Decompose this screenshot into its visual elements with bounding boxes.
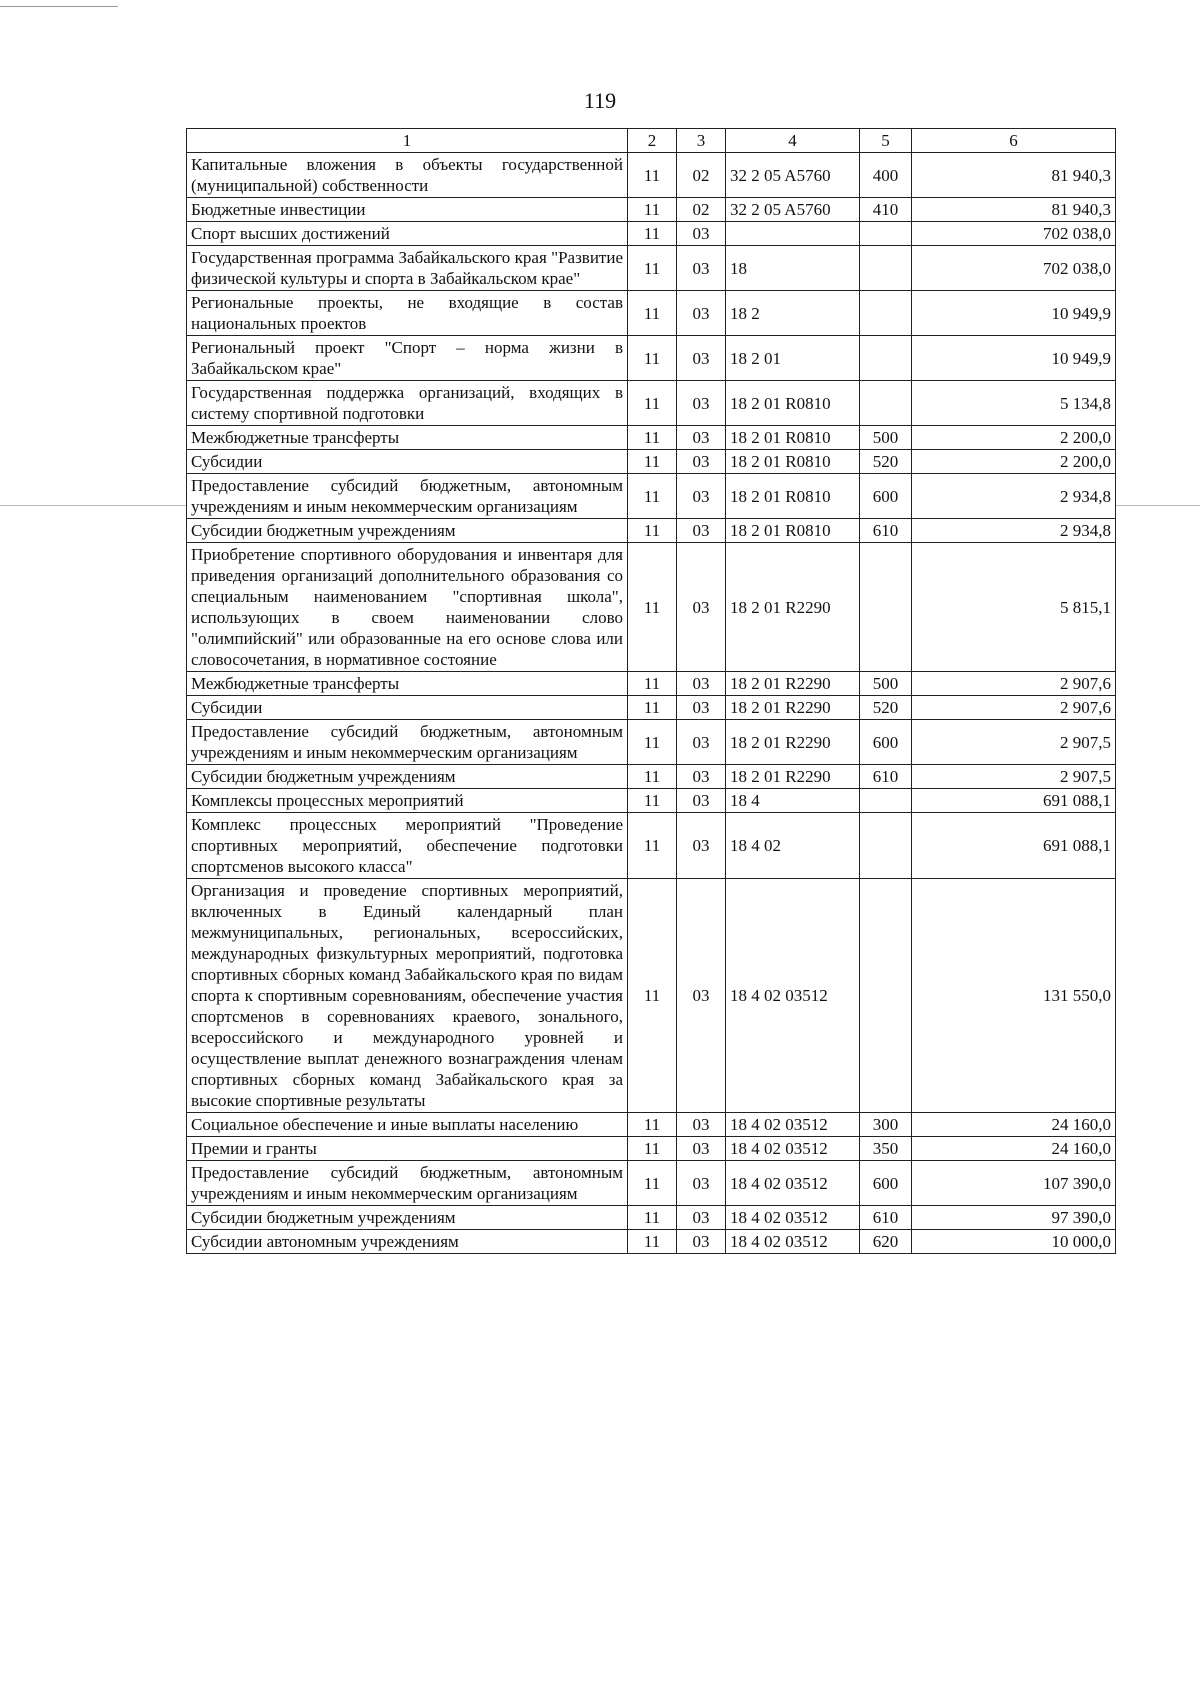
row-name-cell: Региональный проект "Спорт – норма жизни в Забайкальском крае" xyxy=(187,336,628,381)
subsection-code-cell: 03 xyxy=(677,720,726,765)
section-code-cell: 11 xyxy=(628,474,677,519)
scan-artifact-line xyxy=(1115,505,1200,506)
amount-cell: 691 088,1 xyxy=(912,789,1116,813)
table-row xyxy=(187,291,1116,336)
target-article-cell: 18 2 01 R2290 xyxy=(726,672,860,696)
expense-type-cell xyxy=(860,813,912,879)
expense-type-cell xyxy=(860,543,912,672)
row-name-cell: Субсидии бюджетным учреждениям xyxy=(187,765,628,789)
amount-cell: 10 949,9 xyxy=(912,291,1116,336)
expense-type-cell: 410 xyxy=(860,198,912,222)
amount-cell: 24 160,0 xyxy=(912,1137,1116,1161)
expense-type-cell: 600 xyxy=(860,474,912,519)
table-row xyxy=(187,543,1116,672)
subsection-code-cell: 03 xyxy=(677,336,726,381)
amount-cell: 2 907,5 xyxy=(912,765,1116,789)
subsection-code-cell: 03 xyxy=(677,426,726,450)
table-row xyxy=(187,765,1116,789)
amount-cell: 2 907,5 xyxy=(912,720,1116,765)
section-code-cell: 11 xyxy=(628,381,677,426)
amount-cell: 131 550,0 xyxy=(912,879,1116,1113)
column-header: 2 xyxy=(628,129,677,153)
subsection-code-cell: 03 xyxy=(677,1113,726,1137)
section-code-cell: 11 xyxy=(628,1161,677,1206)
target-article-cell: 18 2 01 R0810 xyxy=(726,519,860,543)
target-article-cell: 18 2 01 R2290 xyxy=(726,765,860,789)
table-row xyxy=(187,1161,1116,1206)
row-name-cell: Предоставление субсидий бюджетным, автономным учреждениям и иным некоммерческим организациям xyxy=(187,720,628,765)
target-article-cell: 18 2 01 R0810 xyxy=(726,381,860,426)
section-code-cell: 11 xyxy=(628,543,677,672)
expense-type-cell: 600 xyxy=(860,720,912,765)
target-article-cell: 18 xyxy=(726,246,860,291)
subsection-code-cell: 03 xyxy=(677,1161,726,1206)
row-name-cell: Капитальные вложения в объекты государственной (муниципальной) собственности xyxy=(187,153,628,198)
subsection-code-cell: 03 xyxy=(677,765,726,789)
subsection-code-cell: 03 xyxy=(677,813,726,879)
subsection-code-cell: 02 xyxy=(677,198,726,222)
expense-type-cell xyxy=(860,381,912,426)
target-article-cell: 18 2 xyxy=(726,291,860,336)
target-article-cell: 18 4 02 03512 xyxy=(726,1161,860,1206)
section-code-cell: 11 xyxy=(628,291,677,336)
subsection-code-cell: 03 xyxy=(677,222,726,246)
table-row xyxy=(187,153,1116,198)
table-row xyxy=(187,672,1116,696)
table-row xyxy=(187,198,1116,222)
section-code-cell: 11 xyxy=(628,1137,677,1161)
row-name-cell: Субсидии бюджетным учреждениям xyxy=(187,1206,628,1230)
amount-cell: 24 160,0 xyxy=(912,1113,1116,1137)
subsection-code-cell: 03 xyxy=(677,474,726,519)
page-number: 119 xyxy=(583,88,617,113)
target-article-cell: 18 4 02 03512 xyxy=(726,1113,860,1137)
row-name-cell: Комплексы процессных мероприятий xyxy=(187,789,628,813)
row-name-cell: Предоставление субсидий бюджетным, автономным учреждениям и иным некоммерческим организациям xyxy=(187,1161,628,1206)
amount-cell: 2 934,8 xyxy=(912,474,1116,519)
table-row xyxy=(187,696,1116,720)
header-row xyxy=(187,129,1116,153)
table-row xyxy=(187,381,1116,426)
table-row xyxy=(187,1113,1116,1137)
row-name-cell: Комплекс процессных мероприятий "Проведение спортивных мероприятий, обеспечение подготовки спортсменов высокого класса" xyxy=(187,813,628,879)
section-code-cell: 11 xyxy=(628,696,677,720)
row-name-cell: Государственная программа Забайкальского края "Развитие физической культуры и спорта в Забайкальском крае" xyxy=(187,246,628,291)
table-row xyxy=(187,426,1116,450)
table-row xyxy=(187,222,1116,246)
row-name-cell: Социальное обеспечение и иные выплаты населению xyxy=(187,1113,628,1137)
section-code-cell: 11 xyxy=(628,1113,677,1137)
section-code-cell: 11 xyxy=(628,813,677,879)
section-code-cell: 11 xyxy=(628,789,677,813)
expense-type-cell xyxy=(860,222,912,246)
row-name-cell: Предоставление субсидий бюджетным, автономным учреждениям и иным некоммерческим организациям xyxy=(187,474,628,519)
section-code-cell: 11 xyxy=(628,519,677,543)
scan-artifact-line xyxy=(0,6,118,7)
expense-type-cell: 300 xyxy=(860,1113,912,1137)
expense-type-cell: 500 xyxy=(860,672,912,696)
table-row xyxy=(187,1230,1116,1254)
subsection-code-cell: 03 xyxy=(677,1206,726,1230)
row-name-cell: Организация и проведение спортивных мероприятий, включенных в Единый календарный план межмуниципальных, региональных, всероссийских, международных физкультурных мероприятий, подготовка спортивных сборных команд Забайкальского края по видам спорта к спортивным соревнованиям, обеспечение участия спортсменов в соревнованиях краевого, зонального, всероссийского и международного уровней и осуществление выплат денежного вознаграждения членам спортивных сборных команд Забайкальского края за высокие спортивные результаты xyxy=(187,879,628,1113)
amount-cell: 5 815,1 xyxy=(912,543,1116,672)
row-name-cell: Государственная поддержка организаций, входящих в систему спортивной подготовки xyxy=(187,381,628,426)
amount-cell: 5 134,8 xyxy=(912,381,1116,426)
row-name-cell: Премии и гранты xyxy=(187,1137,628,1161)
table-row xyxy=(187,1206,1116,1230)
amount-cell: 691 088,1 xyxy=(912,813,1116,879)
expense-type-cell xyxy=(860,789,912,813)
expense-type-cell xyxy=(860,879,912,1113)
subsection-code-cell: 03 xyxy=(677,1230,726,1254)
amount-cell: 81 940,3 xyxy=(912,198,1116,222)
expense-type-cell: 600 xyxy=(860,1161,912,1206)
target-article-cell: 18 2 01 R2290 xyxy=(726,720,860,765)
subsection-code-cell: 03 xyxy=(677,450,726,474)
subsection-code-cell: 03 xyxy=(677,672,726,696)
subsection-code-cell: 03 xyxy=(677,246,726,291)
amount-cell: 2 934,8 xyxy=(912,519,1116,543)
table-row xyxy=(187,1137,1116,1161)
target-article-cell: 18 4 02 xyxy=(726,813,860,879)
table-row xyxy=(187,720,1116,765)
expense-type-cell: 610 xyxy=(860,1206,912,1230)
amount-cell: 107 390,0 xyxy=(912,1161,1116,1206)
subsection-code-cell: 03 xyxy=(677,789,726,813)
expense-type-cell: 610 xyxy=(860,519,912,543)
column-header: 6 xyxy=(912,129,1116,153)
section-code-cell: 11 xyxy=(628,336,677,381)
row-name-cell: Приобретение спортивного оборудования и инвентаря для приведения организаций дополнительного образования со специальным наименованием "спортивная школа", использующих в своем наименовании слово "олимпийский" или образованные на его основе слова или словосочетания, в нормативное состояние xyxy=(187,543,628,672)
amount-cell: 2 200,0 xyxy=(912,450,1116,474)
section-code-cell: 11 xyxy=(628,765,677,789)
section-code-cell: 11 xyxy=(628,246,677,291)
column-header: 1 xyxy=(187,129,628,153)
target-article-cell: 18 2 01 R2290 xyxy=(726,696,860,720)
expense-type-cell: 350 xyxy=(860,1137,912,1161)
section-code-cell: 11 xyxy=(628,1206,677,1230)
expense-type-cell: 520 xyxy=(860,450,912,474)
expense-type-cell xyxy=(860,246,912,291)
row-name-cell: Субсидии xyxy=(187,450,628,474)
target-article-cell: 18 4 02 03512 xyxy=(726,1137,860,1161)
expense-type-cell xyxy=(860,291,912,336)
amount-cell: 2 907,6 xyxy=(912,672,1116,696)
table-row xyxy=(187,246,1116,291)
target-article-cell: 18 4 02 03512 xyxy=(726,1230,860,1254)
row-name-cell: Бюджетные инвестиции xyxy=(187,198,628,222)
column-header: 3 xyxy=(677,129,726,153)
row-name-cell: Субсидии бюджетным учреждениям xyxy=(187,519,628,543)
column-header: 5 xyxy=(860,129,912,153)
budget-table xyxy=(186,128,1116,1254)
column-header: 4 xyxy=(726,129,860,153)
target-article-cell: 18 4 02 03512 xyxy=(726,1206,860,1230)
section-code-cell: 11 xyxy=(628,1230,677,1254)
row-name-cell: Субсидии xyxy=(187,696,628,720)
target-article-cell: 18 2 01 R0810 xyxy=(726,450,860,474)
target-article-cell: 18 2 01 R0810 xyxy=(726,474,860,519)
section-code-cell: 11 xyxy=(628,222,677,246)
scan-artifact-line xyxy=(0,505,186,506)
table-row xyxy=(187,474,1116,519)
subsection-code-cell: 03 xyxy=(677,1137,726,1161)
section-code-cell: 11 xyxy=(628,720,677,765)
table-row xyxy=(187,336,1116,381)
row-name-cell: Межбюджетные трансферты xyxy=(187,672,628,696)
expense-type-cell: 610 xyxy=(860,765,912,789)
section-code-cell: 11 xyxy=(628,672,677,696)
section-code-cell: 11 xyxy=(628,450,677,474)
table-row xyxy=(187,519,1116,543)
amount-cell: 2 200,0 xyxy=(912,426,1116,450)
amount-cell: 702 038,0 xyxy=(912,222,1116,246)
row-name-cell: Региональные проекты, не входящие в состав национальных проектов xyxy=(187,291,628,336)
table-row xyxy=(187,879,1116,1113)
subsection-code-cell: 03 xyxy=(677,543,726,672)
amount-cell: 10 000,0 xyxy=(912,1230,1116,1254)
amount-cell: 702 038,0 xyxy=(912,246,1116,291)
table-row xyxy=(187,789,1116,813)
subsection-code-cell: 03 xyxy=(677,696,726,720)
row-name-cell: Спорт высших достижений xyxy=(187,222,628,246)
target-article-cell: 32 2 05 A5760 xyxy=(726,153,860,198)
section-code-cell: 11 xyxy=(628,153,677,198)
expense-type-cell: 520 xyxy=(860,696,912,720)
expense-type-cell: 500 xyxy=(860,426,912,450)
section-code-cell: 11 xyxy=(628,198,677,222)
subsection-code-cell: 03 xyxy=(677,519,726,543)
expense-type-cell xyxy=(860,336,912,381)
expense-type-cell: 620 xyxy=(860,1230,912,1254)
subsection-code-cell: 03 xyxy=(677,291,726,336)
row-name-cell: Межбюджетные трансферты xyxy=(187,426,628,450)
table-row xyxy=(187,450,1116,474)
section-code-cell: 11 xyxy=(628,426,677,450)
target-article-cell xyxy=(726,222,860,246)
amount-cell: 81 940,3 xyxy=(912,153,1116,198)
amount-cell: 10 949,9 xyxy=(912,336,1116,381)
subsection-code-cell: 03 xyxy=(677,879,726,1113)
section-code-cell: 11 xyxy=(628,879,677,1113)
target-article-cell: 32 2 05 A5760 xyxy=(726,198,860,222)
target-article-cell: 18 2 01 R0810 xyxy=(726,426,860,450)
target-article-cell: 18 2 01 R2290 xyxy=(726,543,860,672)
amount-cell: 97 390,0 xyxy=(912,1206,1116,1230)
expense-type-cell: 400 xyxy=(860,153,912,198)
subsection-code-cell: 03 xyxy=(677,381,726,426)
table-row xyxy=(187,813,1116,879)
target-article-cell: 18 4 02 03512 xyxy=(726,879,860,1113)
subsection-code-cell: 02 xyxy=(677,153,726,198)
row-name-cell: Субсидии автономным учреждениям xyxy=(187,1230,628,1254)
amount-cell: 2 907,6 xyxy=(912,696,1116,720)
target-article-cell: 18 2 01 xyxy=(726,336,860,381)
target-article-cell: 18 4 xyxy=(726,789,860,813)
